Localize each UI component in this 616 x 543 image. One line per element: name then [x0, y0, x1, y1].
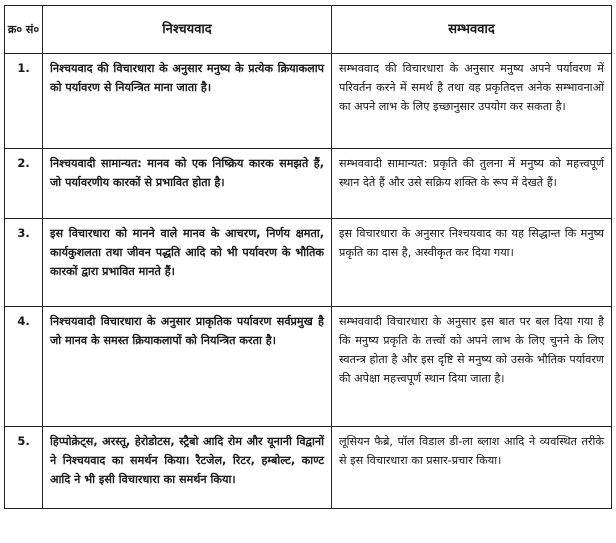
table-row — [5, 149, 612, 219]
possibilism-header: सम्भववाद — [332, 6, 612, 54]
comparison-table — [4, 5, 612, 509]
determinism-cell: निश्चयवाद की विचारधारा के अनुसार मनुष्य के प्रत्येक क्रियाकलाप को पर्यावरण से नियन्त्रित माना जाता है। — [43, 54, 332, 149]
serial-header: क्र० सं० — [5, 6, 43, 54]
serial-cell: 1. — [5, 54, 43, 149]
table-row — [5, 219, 612, 307]
serial-cell: 3. — [5, 219, 43, 307]
possibilism-cell: लूसियन फैब्रे, पॉल विडाल डी-ला ब्लाश आदि ने व्यवस्थित तरीके से इस विचारधारा का प्रसार-प्रचार किया। — [332, 427, 612, 509]
possibilism-cell: सम्भववाद की विचारधारा के अनुसार मनुष्य अपने पर्यावरण में परिवर्तन करने में समर्थ है तथा वह प्रकृतिदत्त अनेक सम्भावनाओं का अपने लाभ के लिए इच्छानुसार उपयोग कर सकता है। — [332, 54, 612, 149]
possibilism-cell: सम्भववादी सामान्यत: प्रकृति की तुलना में मनुष्य को महत्त्वपूर्ण स्थान देते हैं और उसे सक्रिय शक्ति के रूप में देखते हैं। — [332, 149, 612, 219]
possibilism-cell: इस विचारधारा के अनुसार निश्चयवाद का यह सिद्धान्त कि मनुष्य प्रकृति का दास है, अस्वीकृत कर दिया गया। — [332, 219, 612, 307]
serial-cell: 2. — [5, 149, 43, 219]
serial-cell: 5. — [5, 427, 43, 509]
determinism-cell: इस विचारधारा को मानने वाले मानव के आचरण, निर्णय क्षमता, कार्यकुशलता तथा जीवन पद्धति आदि को भी पर्यावरण के भौतिक कारकों द्वारा प्रभावित मानते हैं। — [43, 219, 332, 307]
table-row — [5, 427, 612, 509]
determinism-cell: निश्चयवादी सामान्यत: मानव को एक निष्क्रिय कारक समझते हैं, जो पर्यावरणीय कारकों से प्रभावित होता है। — [43, 149, 332, 219]
determinism-cell: निश्चयवादी विचारधारा के अनुसार प्राकृतिक पर्यावरण सर्वप्रमुख है जो मानव के समस्त क्रियाकलापों को नियन्त्रित करता है। — [43, 307, 332, 427]
table-row — [5, 54, 612, 149]
table-row — [5, 307, 612, 427]
determinism-header: निश्चयवाद — [43, 6, 332, 54]
table-header-row — [5, 6, 612, 54]
determinism-cell: हिप्पोक्रेट्स, अरस्तू, हेरोडोटस, स्ट्रैबो आदि रोम और यूनानी विद्वानों ने निश्चयवाद का समर्थन किया। रैटजेल, रिटर, हम्बोल्ट, काण्ट आदि ने भी इसी विचारधारा का समर्थन किया। — [43, 427, 332, 509]
serial-cell: 4. — [5, 307, 43, 427]
possibilism-cell: सम्भववादी विचारधारा के अनुसार इस बात पर बल दिया गया है कि मनुष्य प्रकृति के तत्त्वों को अपने लाभ के लिए चुनने के लिए स्वतन्त्र होता है और इस दृष्टि से मनुष्य को उसके भौतिक पर्यावरण की अपेक्षा महत्त्वपूर्ण स्थान दिया जाता है। — [332, 307, 612, 427]
